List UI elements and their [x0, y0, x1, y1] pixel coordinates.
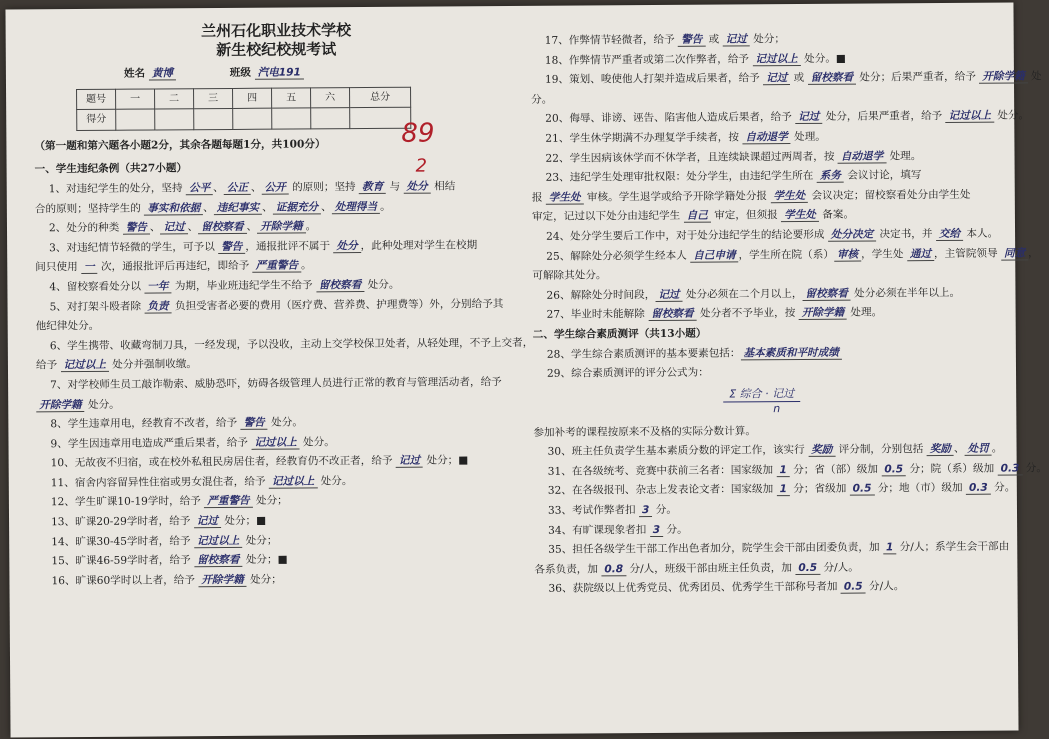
printed-text: 25、解除处分必须学生经本人	[546, 249, 691, 263]
score-cell	[272, 108, 311, 129]
total-score-mark: 2	[415, 155, 428, 177]
handwritten-answer: 0.5	[850, 483, 875, 496]
printed-text: 处分。	[993, 109, 1030, 123]
printed-text: 、	[149, 221, 161, 234]
handwritten-answer: 1	[777, 484, 790, 497]
question-line	[532, 283, 1002, 306]
formula-denominator: n	[773, 401, 781, 415]
handwritten-answer: 审核	[834, 248, 861, 261]
score-cell: 四	[233, 88, 272, 109]
handwritten-answer: 公平	[186, 182, 213, 195]
printed-text: 处分必须在二个月以上，	[682, 287, 803, 301]
printed-text: ，	[1028, 246, 1039, 259]
printed-text: 处	[1027, 70, 1042, 83]
handwritten-answer: 留校察看	[648, 308, 696, 321]
printed-text: 20、侮辱、诽谤、诬告、陷害他人造成后果者，给予	[545, 111, 796, 126]
handwritten-answer: 警告	[123, 222, 150, 235]
printed-text: 32、在各级报刊、杂志上发表论文者：国家级加	[547, 483, 777, 498]
handwritten-answer: 严重警告	[204, 495, 252, 508]
handwritten-answer: 留校察看	[802, 287, 850, 300]
question-line	[534, 479, 1016, 502]
score-table-score-row	[77, 107, 411, 130]
printed-text: 处分。	[364, 278, 400, 291]
printed-text: 分；地（市）级加	[874, 482, 966, 495]
handwritten-answer: 记过	[795, 111, 822, 124]
handwritten-answer: 教育	[359, 181, 386, 194]
handwritten-answer: 开除学籍	[257, 221, 305, 234]
printed-text: 分。	[1022, 462, 1047, 475]
handwritten-answer: 警告	[218, 241, 245, 254]
printed-text: 29、综合素质测评的评分公式为：	[546, 366, 709, 380]
question-list-right-c	[533, 420, 1047, 600]
printed-text: ，此种处理对学生在校期	[360, 238, 478, 252]
printed-text: 4、留校察看处分以	[49, 280, 145, 294]
printed-text: 、	[187, 221, 199, 234]
question-line	[534, 577, 1004, 600]
printed-text: 28、学生综合素质测评的基本要素包括：	[546, 346, 741, 361]
printed-text: 处分。	[84, 398, 120, 411]
question-line	[36, 373, 521, 396]
printed-text: 22、学生因病该休学而不休学者，且连续缺课超过两周者，按	[545, 150, 838, 165]
question-line	[532, 244, 1039, 267]
printed-text: 、	[953, 443, 965, 456]
question-list-right-b	[533, 342, 1003, 384]
printed-text: 分；省（部）级加	[789, 463, 882, 476]
handwritten-answer: 公正	[224, 182, 251, 195]
printed-text: 26、解除处分时间段，	[546, 288, 656, 302]
printed-text: 36、获院级以上优秀党员、优秀团员、优秀学生干部称号者加	[548, 581, 841, 596]
printed-text: 34、有旷课现象者扣	[548, 523, 650, 537]
question-line	[531, 107, 1030, 130]
printed-text: 分；省级加	[789, 483, 850, 496]
printed-text: 。	[380, 200, 391, 213]
printed-text: 16、旷课60学时以上者，给予	[51, 574, 199, 588]
printed-text: 、	[203, 201, 214, 214]
score-cell: 二	[155, 88, 194, 109]
left-column	[33, 6, 534, 592]
handwritten-answer: 记过以上	[752, 53, 800, 66]
printed-text: 会议讨论，填写	[843, 169, 922, 182]
class-name: 汽电191	[255, 66, 304, 79]
printed-text: ，学生处	[861, 247, 907, 261]
score-cell: 六	[311, 87, 350, 108]
score-cell: 题号	[77, 89, 116, 110]
handwritten-answer: 处分	[333, 240, 360, 253]
handwritten-answer: 开除学籍	[799, 307, 847, 320]
printed-text: 处分；■	[220, 514, 267, 528]
handwritten-answer: 通过	[907, 248, 934, 261]
score-cell: 得分	[77, 109, 116, 130]
question-line	[533, 362, 1003, 385]
printed-text: 分。	[531, 93, 553, 106]
handwritten-answer: 0.3	[966, 482, 991, 495]
printed-text: 处理。	[847, 306, 883, 319]
score-cell: 五	[272, 87, 311, 108]
printed-text: 、	[246, 220, 258, 234]
printed-text: 分/人。	[865, 580, 905, 593]
score-cell	[116, 109, 155, 130]
handwritten-answer: 公开	[261, 182, 288, 195]
printed-text: 19、策划、唆使他人打架并造成后果者，给予	[544, 72, 764, 86]
handwritten-answer: 3	[650, 524, 663, 537]
exam-title: 新生校纪校规考试	[216, 40, 337, 60]
printed-text: 与	[386, 180, 404, 193]
printed-text: 他纪律处分。	[35, 320, 100, 333]
section-heading-2: 二、学生综合素质测评（共13小题）	[532, 327, 707, 341]
printed-text: 8、学生违章用电，经教育不改者，给予	[50, 416, 241, 431]
handwritten-answer: 一年	[144, 280, 171, 293]
score-cell	[311, 108, 350, 129]
printed-text: 分。	[663, 523, 688, 536]
printed-text: 31、在各级统考、竞赛中获前三名者：国家级加	[547, 464, 777, 478]
printed-text: 处分，后果严重者，给予	[822, 110, 946, 124]
printed-text: 、	[262, 201, 273, 214]
section-heading-1: 一、学生违纪条例（共27小题）	[34, 162, 188, 176]
printed-text: 间只使用	[35, 261, 82, 274]
handwritten-answer: 一	[81, 261, 98, 274]
printed-text: 处分。■	[800, 52, 846, 65]
handwritten-answer: 交给	[936, 228, 963, 241]
printed-text: 可解除其处分。	[532, 269, 607, 282]
score-table	[76, 86, 411, 131]
printed-text: 合的原则；坚持学生的	[34, 202, 145, 215]
handwritten-answer: 0.5	[881, 463, 906, 476]
printed-text: 分/人。	[820, 561, 859, 574]
printed-text: 。	[305, 220, 317, 233]
score-cell: 三	[194, 88, 233, 109]
printed-text: 的原则；坚持	[288, 181, 360, 194]
printed-text: 35、担任各级学生干部工作出色者加分，院学生会干部由团委负责，加	[548, 541, 883, 557]
score-formula	[723, 385, 1003, 416]
printed-text: 2、处分的种类	[48, 221, 123, 235]
printed-text: 处分并强制收缴。	[108, 358, 198, 372]
handwritten-answer: 记过以上	[194, 535, 242, 548]
total-score	[401, 119, 435, 179]
handwritten-answer: 严重警告	[253, 260, 301, 273]
score-table-header-row	[77, 87, 411, 110]
score-cell: 总分	[350, 87, 411, 108]
printed-text: 处分；	[242, 534, 278, 547]
printed-text: 处分。	[317, 474, 353, 488]
handwritten-answer: 警告	[241, 417, 268, 430]
printed-text: 24、处分学生要后工作中，对于处分违纪学生的结论要形成	[546, 228, 828, 243]
handwritten-answer: 0.5	[841, 581, 866, 594]
printed-text: 21、学生休学期满不办理复学手续者，按	[545, 131, 743, 145]
handwritten-answer: 记过	[160, 221, 187, 234]
name-class-row	[124, 62, 519, 84]
printed-text: 本人。	[963, 227, 999, 240]
printed-text: 处理。	[886, 149, 922, 162]
handwritten-answer: 学生处	[781, 209, 819, 222]
printed-text: 分。	[652, 503, 677, 517]
printed-text: 次，通报批评后再违纪，即给予	[97, 260, 253, 274]
printed-text: ，主管院领导	[933, 247, 1002, 260]
score-cell	[194, 109, 233, 130]
exam-sheet	[5, 2, 1047, 737]
handwritten-answer: 同意	[1001, 247, 1028, 260]
handwritten-answer: 1	[883, 542, 896, 555]
printed-text: 。	[300, 259, 312, 272]
handwritten-answer: 开除学籍	[36, 398, 84, 411]
handwritten-answer: 处理得当	[332, 200, 380, 213]
handwritten-answer: 学生处	[770, 190, 808, 203]
printed-text: 处分；■	[242, 553, 288, 567]
printed-text: 10、无故夜不归宿，或在校外私租民房居住者，经教育仍不改正者，给予	[50, 455, 396, 470]
printed-text: 处分必须在半年以上。	[850, 286, 961, 300]
printed-text: 处理。	[790, 130, 826, 144]
printed-text: 备案。	[818, 208, 855, 222]
question-line	[35, 177, 520, 200]
handwritten-answer: 系务	[817, 170, 844, 183]
printed-text: 17、作弊情节轻微者，给予	[544, 33, 679, 47]
handwritten-answer: 留校察看	[194, 554, 242, 567]
printed-text: 15、旷课46-59学时者，给予	[51, 554, 195, 568]
score-cell	[233, 108, 272, 129]
score-cell: 一	[116, 89, 155, 110]
question-line	[534, 538, 1010, 561]
handwritten-answer: 记过以上	[946, 110, 994, 123]
printed-text: 分/人；系学生会干部由	[896, 540, 1010, 554]
handwritten-answer: 记过以上	[251, 436, 299, 449]
printed-text: 为期，毕业班违纪学生不给予	[171, 279, 316, 293]
printed-text: 各系负责，加	[534, 563, 602, 576]
printed-text: ，学生所在院（系）	[738, 248, 834, 261]
question-line	[37, 569, 522, 592]
printed-text: 分；院（系）级加	[906, 462, 998, 476]
handwritten-answer: 处分	[403, 181, 430, 194]
printed-text: 33、考试作弊者扣	[547, 504, 640, 517]
handwritten-answer: 0.5	[795, 562, 820, 575]
total-score-value: 89	[401, 118, 435, 149]
question-line	[532, 185, 1002, 208]
printed-text: 。	[991, 442, 1003, 455]
handwritten-answer: 留校察看	[808, 72, 856, 85]
printed-text: 决定书，并	[876, 227, 936, 241]
handwritten-answer: 自己申请	[690, 249, 738, 262]
handwritten-answer: 开除学籍	[979, 71, 1027, 84]
handwritten-answer: 负责	[144, 300, 171, 313]
printed-text: 11、宿舍内容留异性住宿或男女混住者，给予	[50, 475, 269, 490]
handwritten-answer: 记过	[655, 289, 682, 302]
printed-text: 5、对打架斗殴者除	[49, 300, 145, 313]
handwritten-answer: 事实和依据	[144, 202, 203, 215]
printed-text: 报	[531, 191, 546, 204]
printed-text: 12、学生旷课10-19学时，给予	[50, 495, 205, 509]
printed-text: 会议决定；留校察看处分由学生处	[808, 188, 971, 202]
name-label: 姓名	[123, 67, 146, 80]
printed-text: 18、作弊情节严重者或第二次作弊者，给予	[544, 52, 753, 67]
handwritten-answer: 记过	[194, 515, 221, 528]
printed-text: 或	[790, 72, 808, 85]
school-name: 兰州石化职业技术学校	[201, 21, 352, 41]
handwritten-answer: 基本素质和平时成绩	[740, 346, 841, 360]
printed-text: 9、学生因违章用电造成严重后果者，给予	[50, 436, 252, 450]
student-name: 黄博	[149, 67, 176, 80]
printed-text: 处分。	[299, 435, 335, 449]
printed-text: 23、违纪学生处理审批权限：处分学生，由违纪学生所在	[545, 170, 817, 184]
handwritten-answer: 自动退学	[742, 131, 790, 144]
handwritten-answer: 开除学籍	[198, 574, 246, 587]
question-list-left	[34, 177, 534, 592]
handwritten-answer: 自己	[684, 210, 711, 223]
printed-text: 13、旷课20-29学时者，给予	[51, 515, 194, 529]
printed-text: 参加补考的课程按原来不及格的实际分数计算。	[533, 424, 756, 439]
handwritten-answer: 留校察看	[316, 279, 364, 292]
printed-text: 负担受害者必要的费用（医疗费、营养费、护理费等）外，分别给予其	[171, 297, 504, 312]
handwritten-answer: 奖励	[927, 443, 954, 456]
printed-text: 处分者不予毕业，按	[696, 307, 799, 321]
handwritten-answer: 0.8	[601, 563, 626, 576]
question-line	[531, 68, 1042, 91]
printed-text: 3、对违纪情节轻微的学生，可予以	[49, 240, 219, 254]
handwritten-answer: 处分决定	[828, 228, 876, 241]
handwritten-answer: 违纪事实	[214, 201, 262, 214]
handwritten-answer: 记过以上	[269, 475, 317, 488]
question-line	[35, 294, 520, 317]
question-line	[37, 451, 522, 474]
printed-text: 1、对违纪学生的处分，坚持	[48, 182, 186, 196]
handwritten-answer: 记过	[763, 72, 790, 85]
handwritten-answer: 学生处	[546, 191, 584, 204]
printed-text: 处分；	[246, 573, 282, 586]
printed-text: 审定，但须报	[710, 209, 782, 222]
score-cell	[155, 109, 194, 130]
question-line	[532, 225, 1002, 248]
class-label: 班级	[229, 66, 251, 79]
handwritten-answer: 记过	[396, 455, 423, 468]
printed-text: 相结	[430, 180, 456, 193]
printed-text: 处分。	[267, 416, 303, 429]
question-line	[35, 236, 520, 259]
handwritten-answer: 留校察看	[198, 221, 246, 234]
printed-text: 、	[321, 200, 332, 213]
printed-text: 分。	[990, 481, 1016, 495]
handwritten-answer: 奖励	[808, 444, 835, 457]
printed-text: 27、毕业时未能解除	[546, 308, 649, 322]
printed-text: 、	[213, 181, 224, 195]
handwritten-answer: 记过以上	[60, 359, 108, 372]
printed-text: 或	[705, 33, 723, 46]
printed-text: 处分；■	[423, 454, 469, 467]
printed-text: 处分；	[749, 33, 786, 46]
printed-text: 分/人，班级干部由班主任负责，加	[626, 561, 796, 576]
right-column	[530, 3, 1047, 600]
printed-text: ，通报批评不属于	[245, 239, 334, 253]
handwritten-answer: 记过	[723, 33, 750, 46]
question-line	[36, 334, 534, 357]
handwritten-answer: 警告	[678, 34, 705, 47]
printed-text: 14、旷课30-45学时者，给予	[51, 534, 194, 548]
printed-text: 给予	[35, 359, 61, 372]
printed-text: 、	[250, 181, 262, 194]
formula-numerator: Σ 综合 · 记过	[723, 387, 800, 403]
handwritten-answer: 3	[639, 504, 652, 517]
handwritten-answer: 1	[776, 464, 789, 477]
printed-text: 处分；	[252, 495, 288, 508]
handwritten-answer: 处罚	[964, 443, 991, 456]
printed-text: 30、班主任负责学生基本素质分数的评定工作，该实行	[547, 444, 809, 459]
handwritten-answer: 证据充分	[273, 201, 321, 214]
printed-text: 6、学生携带、收藏弯制刀具，一经发现，予以没收，主动上交学校保卫处者，从轻处理，不予上交者，	[49, 336, 534, 352]
question-list-right-a	[531, 29, 1042, 326]
printed-text: 评分制，分别包括	[835, 443, 927, 457]
printed-text: 审定，记过以下处分由违纪学生	[531, 210, 684, 224]
printed-text: 审核。学生退学或给予开除学籍处分报	[583, 189, 771, 204]
handwritten-answer: 自动退学	[838, 150, 886, 163]
printed-text: 处分；后果严重者，给予	[855, 70, 980, 84]
printed-text: 7、对学校师生员工敲诈勒索、威胁恐吓，妨碍各级管理人员进行正常的教育与管理活动者，给予	[50, 375, 502, 392]
scoring-note: （第一题和第六题各小题2分，其余各题每题1分，共100分）	[34, 138, 326, 153]
handwritten-answer: 0.3	[998, 462, 1023, 475]
